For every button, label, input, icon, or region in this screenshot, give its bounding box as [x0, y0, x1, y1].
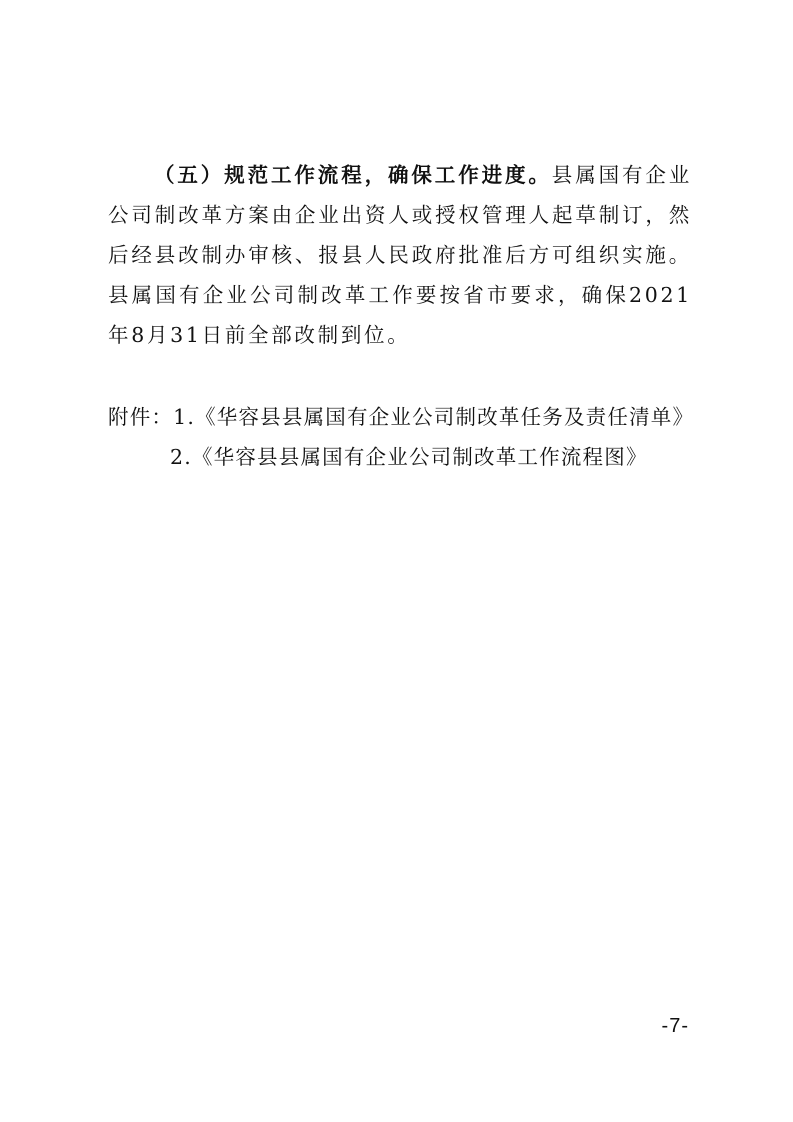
section-paragraph: [108, 155, 692, 355]
attachments-prefix: 附件：: [108, 405, 174, 429]
attachment-item-1: 1.《华容县县属国有企业公司制改革任务及责任清单》: [173, 405, 695, 429]
page-number: -7-: [661, 1015, 689, 1037]
section-body: 县属国有企业公司制改革方案由企业出资人或授权管理人起草制订，然后经县改制办审核、报县人民政府批准后方可组织实施。县属国有企业公司制改革工作要按省市要求，确保2021年8月31日前全部改制到位。: [108, 163, 692, 347]
section-heading: （五）规范工作流程，确保工作进度。: [154, 163, 552, 187]
attachment-item: [108, 437, 708, 477]
attachment-item-2: 2.《华容县县属国有企业公司制改革工作流程图》: [170, 445, 648, 469]
attachment-item: [108, 397, 708, 437]
attachments-list: [108, 397, 708, 477]
